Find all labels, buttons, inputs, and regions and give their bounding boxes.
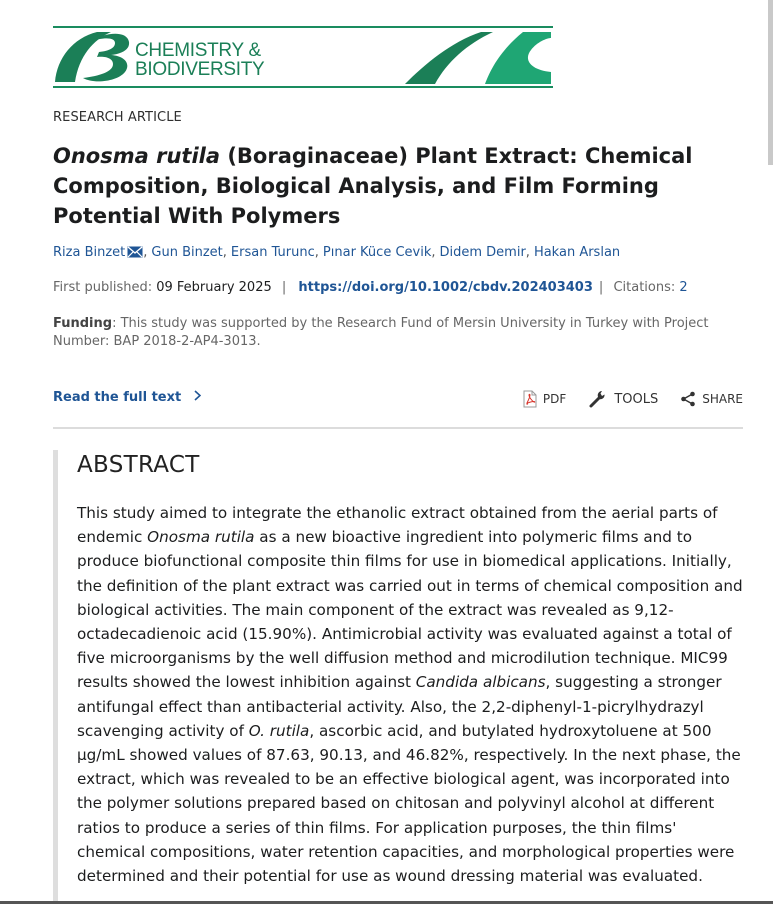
author-link[interactable]: Didem Demir	[439, 245, 526, 260]
author-separator: ,	[143, 245, 148, 260]
scrollbar[interactable]	[768, 0, 773, 165]
tools-label: TOOLS	[614, 391, 659, 407]
author-link[interactable]: Pınar Küce Cevik	[322, 245, 432, 260]
read-full-text-link[interactable]	[53, 390, 201, 405]
section-divider	[53, 427, 743, 429]
meta-separator: |	[598, 280, 604, 295]
abstract-text-segment: as a new bioactive ingredient into polymeric films and to produce biofunctional composite thin films for use in biomedical applications. Initially, the definition of the plant extract was carried out in terms of chemical composition and biological activities. The main component of the extract was revealed as 9,12-octadecadienoic acid (15.90%). Antimicrobial activity was evaluated against a total of five microorganisms by the well diffusion method and microdilution technique. MIC99 results showed the lowest inhibition against	[77, 528, 743, 692]
abstract-species-italic: Onosma rutila	[147, 528, 255, 547]
abstract-species-italic: Candida albicans	[415, 673, 546, 692]
journal-logo-icon	[53, 28, 553, 86]
author-link[interactable]: Hakan Arslan	[533, 245, 621, 260]
author-link[interactable]: Ersan Turunc	[230, 245, 315, 260]
article-type: RESEARCH ARTICLE	[53, 110, 182, 125]
abstract-species-italic: O. rutila	[248, 721, 310, 740]
pdf-label: PDF	[542, 392, 567, 406]
journal-name-line2: BIODIVERSITY	[135, 59, 265, 80]
abstract-text-segment: , ascorbic acid, and butylated hydroxytoluene at 500 µg/mL showed values of 87.63, 90.13, and 46.82%, respectively. In the next phase, the extract, which was revealed to be an effective biological agent, was incorporated into the polymer solutions prepared based on chitosan and polyvinyl alcohol at different ratios to produce a series of thin films. For application purposes, the thin films' chemical compositions, water retention capacities, and morphological properties were determined and their potential for use as wound dressing material was evaluated.	[77, 721, 741, 886]
pdf-button[interactable]	[523, 390, 566, 408]
meta-separator: |	[281, 280, 287, 295]
abstract-heading: ABSTRACT	[77, 452, 200, 478]
author-separator: ,	[314, 245, 319, 260]
article-actions	[501, 389, 743, 409]
author-link[interactable]: Riza Binzet	[53, 245, 126, 260]
wrench-icon	[588, 389, 608, 409]
author-list	[53, 245, 620, 260]
citations-count-link[interactable]: 2	[679, 280, 688, 295]
title-rest: (Boraginaceae) Plant Extract: Chemical Composition, Biological Analysis, and Film Forming Potential With Polymers	[53, 144, 693, 228]
funding-text: : This study was supported by the Research Fund of Mersin University in Turkey with Project Number: BAP 2018-2-AP4-3013.	[53, 316, 709, 349]
author-separator: ,	[525, 245, 530, 260]
author-separator: ,	[431, 245, 436, 260]
author-link[interactable]: Gun Binzet	[151, 245, 223, 260]
pdf-icon	[523, 390, 537, 408]
article-title	[53, 141, 753, 231]
abstract-body	[77, 501, 745, 888]
journal-name-line1: CHEMISTRY &	[135, 40, 261, 61]
mail-icon[interactable]	[127, 246, 143, 258]
abstract-text-segment: This study aimed to integrate the ethanolic extract obtained from the aerial parts of endemic	[77, 504, 718, 547]
share-button[interactable]	[680, 391, 743, 407]
publication-meta	[53, 280, 688, 295]
abstract-accent-bar	[53, 450, 58, 904]
citations-label: Citations:	[613, 280, 680, 295]
funding-label: Funding	[53, 316, 113, 331]
doi-link[interactable]: https://doi.org/10.1002/cbdv.202403403	[298, 280, 593, 295]
first-published-label: First published:	[53, 280, 157, 295]
share-label: SHARE	[702, 392, 743, 406]
read-full-text-label: Read the full text	[53, 390, 182, 405]
funding-statement	[53, 315, 743, 351]
abstract-text-segment: , suggesting a stronger antifungal effect than antibacterial activity. Also, the 2,2-diphenyl-1-picrylhydrazyl scavenging activity of	[77, 673, 722, 740]
journal-banner[interactable]	[53, 26, 553, 88]
title-species: Onosma rutila	[53, 144, 221, 168]
tools-button[interactable]	[588, 389, 658, 409]
chevron-right-icon	[194, 390, 201, 401]
share-icon	[680, 391, 696, 407]
journal-name	[135, 41, 264, 79]
first-published-date: 09 February 2025	[156, 280, 272, 295]
author-separator: ,	[222, 245, 227, 260]
